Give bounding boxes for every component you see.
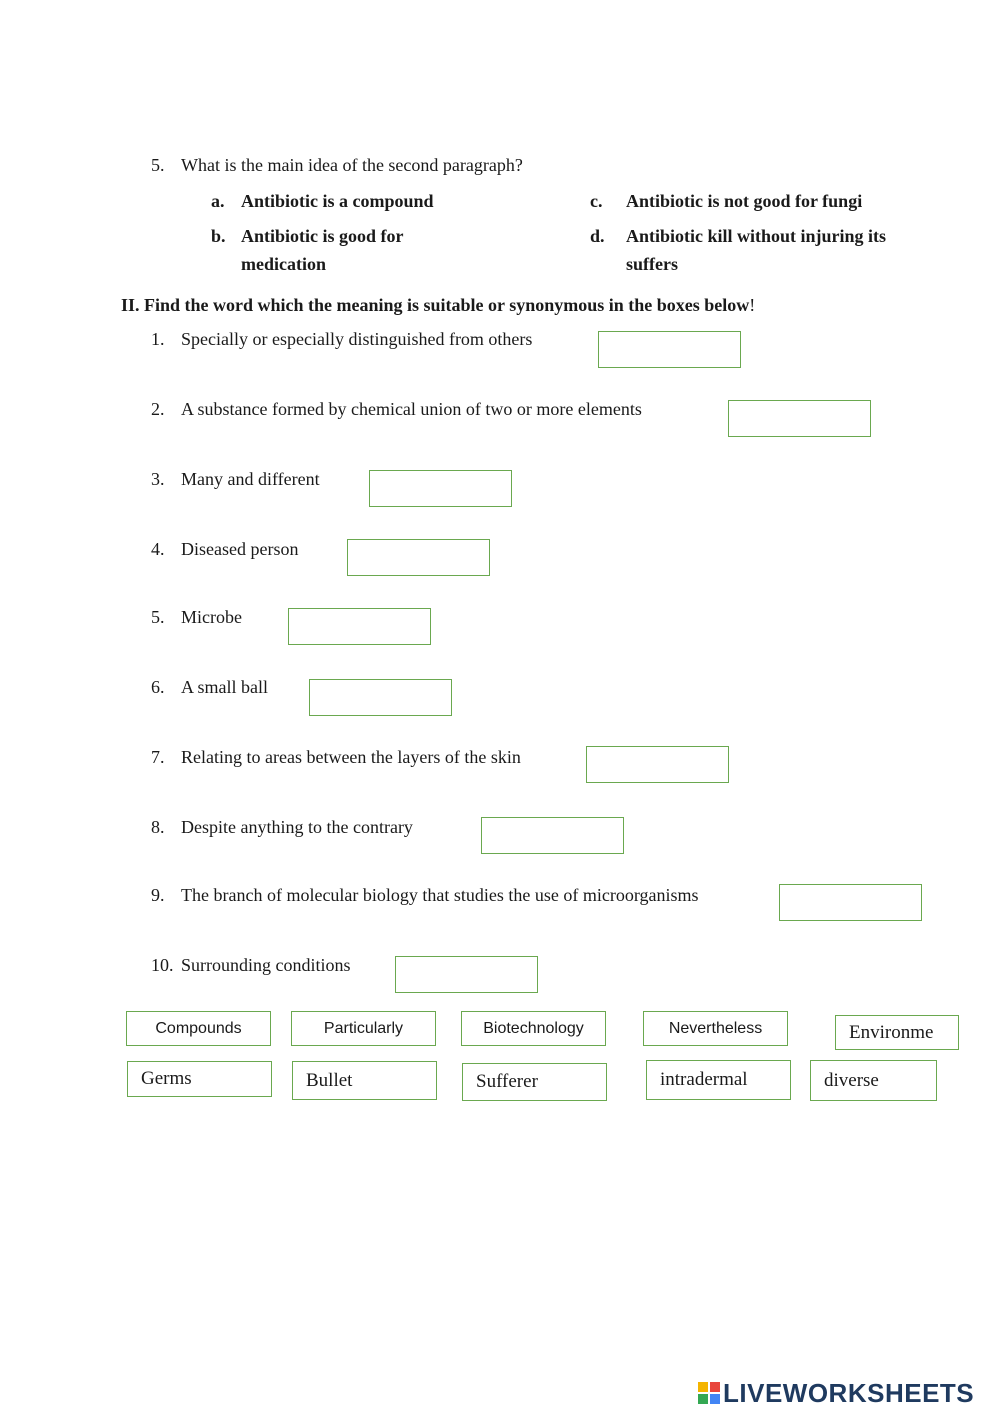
option-letter: b. bbox=[211, 226, 226, 246]
item-3 bbox=[151, 469, 320, 490]
item-1 bbox=[151, 329, 532, 350]
item-number: 4. bbox=[151, 539, 165, 559]
question-5-text: What is the main idea of the second paragraph? bbox=[181, 155, 523, 175]
item-8 bbox=[151, 817, 413, 838]
option-text: Antibiotic is good for bbox=[241, 226, 404, 246]
item-number: 10. bbox=[151, 955, 174, 975]
item-number: 9. bbox=[151, 885, 165, 905]
word-label: Bullet bbox=[306, 1069, 353, 1091]
option-letter: d. bbox=[590, 226, 605, 246]
option-text-continued: medication bbox=[241, 254, 326, 274]
item-number: 7. bbox=[151, 747, 165, 767]
item-number: 8. bbox=[151, 817, 165, 837]
option-text: Antibiotic is a compound bbox=[241, 191, 434, 211]
word-compounds[interactable] bbox=[126, 1011, 271, 1046]
word-label: Nevertheless bbox=[668, 1019, 763, 1037]
option-d[interactable] bbox=[590, 226, 886, 281]
word-label: Germs bbox=[141, 1068, 192, 1089]
section-2-heading-end: ! bbox=[749, 295, 756, 315]
word-biotechnology[interactable] bbox=[461, 1011, 606, 1046]
word-intradermal[interactable] bbox=[646, 1060, 791, 1100]
word-particularly[interactable] bbox=[291, 1011, 436, 1046]
item-text: Surrounding conditions bbox=[181, 955, 351, 975]
item-text: The branch of molecular biology that studies the use of microorganisms bbox=[181, 885, 699, 905]
word-environment[interactable] bbox=[835, 1015, 959, 1050]
word-diverse[interactable] bbox=[810, 1060, 937, 1101]
answer-box-8[interactable] bbox=[481, 817, 624, 854]
item-number: 5. bbox=[151, 607, 165, 627]
word-label: Sufferer bbox=[476, 1071, 538, 1092]
item-text: Microbe bbox=[181, 607, 242, 627]
answer-box-5[interactable] bbox=[288, 608, 431, 645]
word-bullet[interactable] bbox=[292, 1061, 437, 1100]
item-4 bbox=[151, 539, 298, 560]
item-text: Many and different bbox=[181, 469, 320, 489]
word-label: Compounds bbox=[155, 1019, 242, 1037]
option-text-continued: suffers bbox=[626, 254, 678, 274]
option-text: Antibiotic is not good for fungi bbox=[626, 191, 863, 211]
item-number: 3. bbox=[151, 469, 165, 489]
word-sufferer[interactable] bbox=[462, 1063, 607, 1101]
word-label: Environme bbox=[849, 1021, 934, 1043]
question-5 bbox=[151, 155, 523, 176]
item-10 bbox=[151, 955, 351, 976]
question-5-number: 5. bbox=[151, 155, 165, 175]
liveworksheets-logo-icon bbox=[698, 1382, 720, 1404]
answer-box-1[interactable] bbox=[598, 331, 741, 368]
section-2-heading-text: II. Find the word which the meaning is suitable or synonymous in the boxes below bbox=[121, 295, 750, 315]
item-9 bbox=[151, 885, 699, 906]
answer-box-9[interactable] bbox=[779, 884, 922, 921]
item-7 bbox=[151, 747, 521, 768]
item-2 bbox=[151, 399, 642, 420]
item-text: Relating to areas between the layers of the skin bbox=[181, 747, 521, 767]
option-letter: a. bbox=[211, 191, 225, 211]
answer-box-6[interactable] bbox=[309, 679, 452, 716]
item-number: 6. bbox=[151, 677, 165, 697]
answer-box-3[interactable] bbox=[369, 470, 512, 507]
item-text: Specially or especially distinguished from others bbox=[181, 329, 533, 349]
answer-box-2[interactable] bbox=[728, 400, 871, 437]
option-b[interactable] bbox=[211, 226, 404, 281]
answer-box-10[interactable] bbox=[395, 956, 538, 993]
option-letter: c. bbox=[590, 191, 603, 211]
item-6 bbox=[151, 677, 268, 698]
item-5 bbox=[151, 607, 242, 628]
item-text: Despite anything to the contrary bbox=[181, 817, 413, 837]
option-a[interactable] bbox=[211, 191, 434, 212]
item-text: A substance formed by chemical union of two or more elements bbox=[181, 399, 642, 419]
item-text: A small ball bbox=[181, 677, 268, 697]
word-label: Particularly bbox=[323, 1019, 404, 1037]
item-number: 1. bbox=[151, 329, 165, 349]
liveworksheets-logo[interactable] bbox=[698, 1378, 974, 1408]
option-text: Antibiotic kill without injuring its bbox=[626, 226, 887, 246]
option-c[interactable] bbox=[590, 191, 862, 212]
word-label: diverse bbox=[824, 1069, 879, 1091]
word-label: intradermal bbox=[660, 1069, 748, 1090]
logo-text: LIVEWORKSHEETS bbox=[723, 1377, 975, 1408]
section-2-heading bbox=[121, 295, 755, 316]
item-number: 2. bbox=[151, 399, 165, 419]
word-label: Biotechnology bbox=[483, 1019, 584, 1037]
item-text: Diseased person bbox=[181, 539, 299, 559]
answer-box-7[interactable] bbox=[586, 746, 729, 783]
word-germs[interactable] bbox=[127, 1061, 272, 1097]
word-nevertheless[interactable] bbox=[643, 1011, 788, 1046]
answer-box-4[interactable] bbox=[347, 539, 490, 576]
